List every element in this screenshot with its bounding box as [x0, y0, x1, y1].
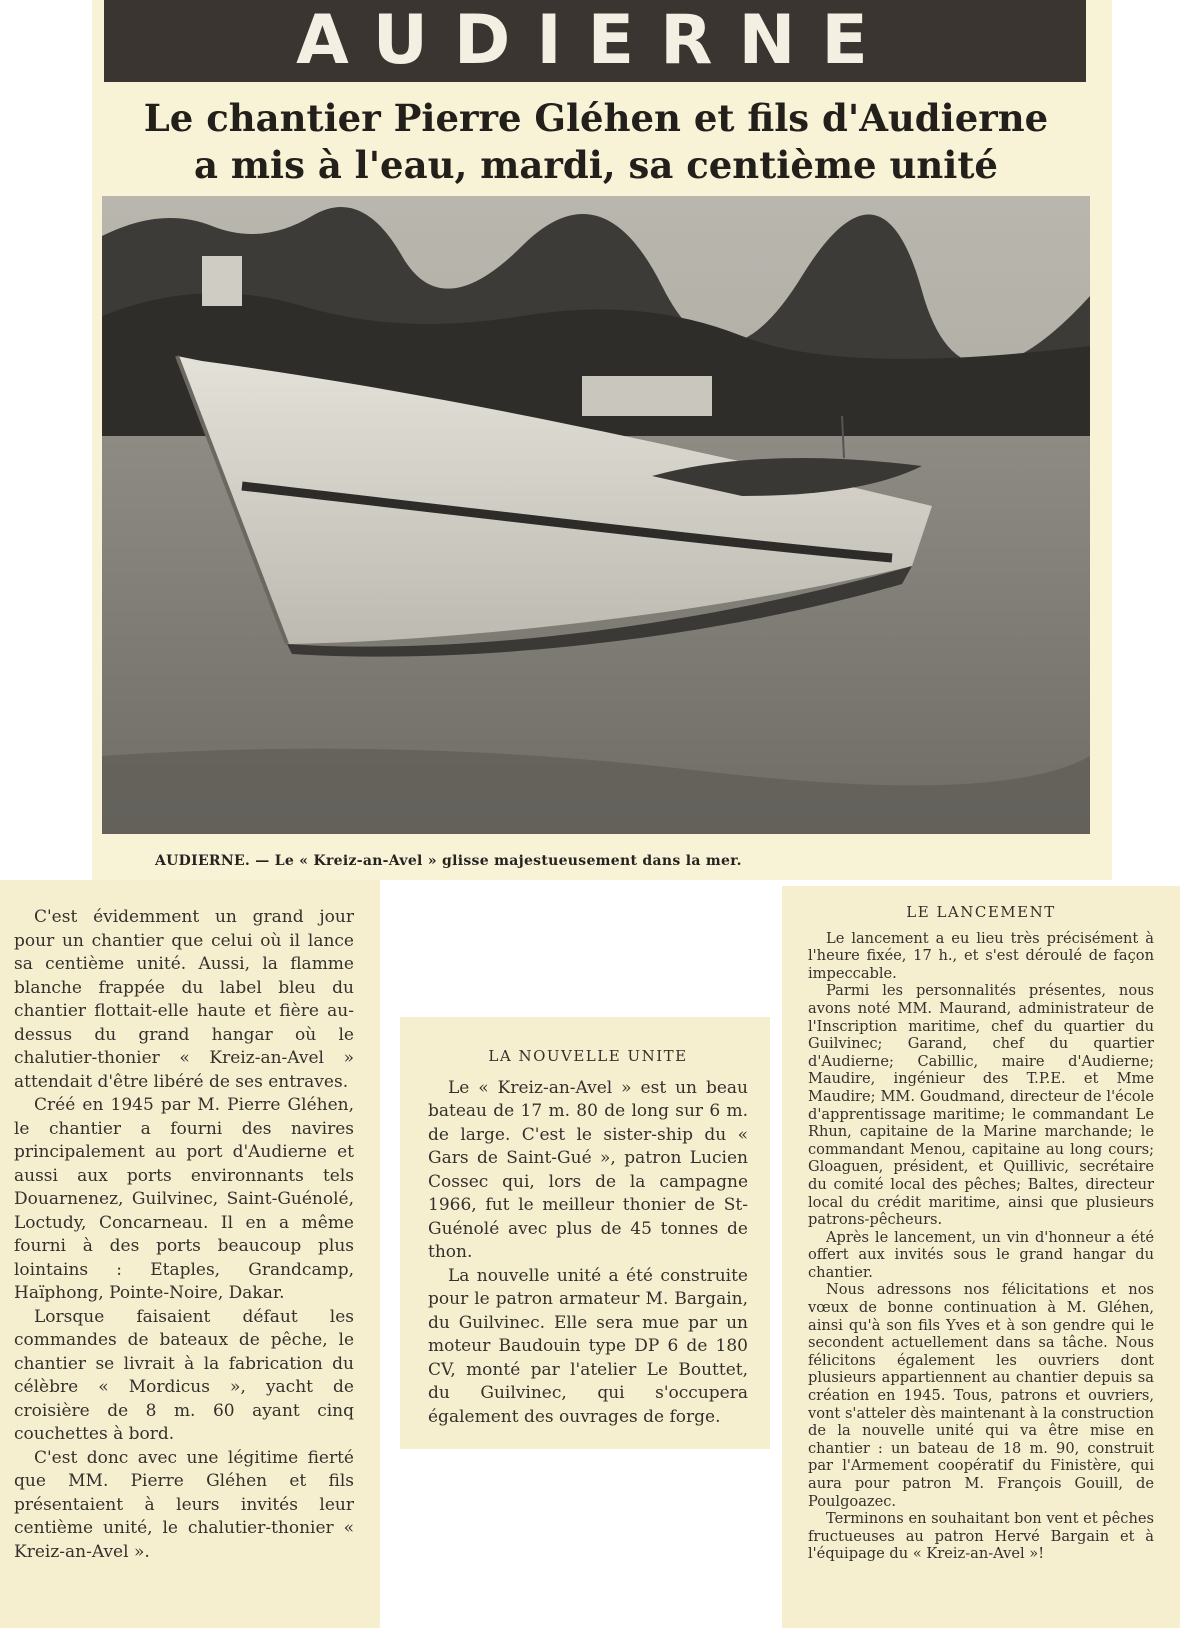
article-column-1 [0, 880, 380, 1628]
headline-line-2: a mis à l'eau, mardi, sa centième unité [194, 143, 998, 187]
paragraph: Lorsque faisaient défaut les commandes de bateaux de pêche, le chantier se livrait à la fabrication du célèbre « Mordicus », yacht de croisière de 8 m. 60 ayant cinq couchettes à bord. [14, 1306, 354, 1444]
masthead-title: AUDIERNE [296, 1, 894, 80]
article-column-3 [782, 886, 1180, 1628]
paragraph: C'est donc avec une légitime fierté que MM. Pierre Gléhen et fils présentaient à leurs invités leur centième unité, le chalutier-thonier « Kreiz-an-Avel ». [14, 1447, 354, 1562]
paragraph: Le lancement a eu lieu très précisément à l'heure fixée, 17 h., et s'est déroulé de façon impeccable. [808, 929, 1154, 982]
section-heading-nouvelle-unite: LA NOUVELLE UNITE [488, 1047, 688, 1065]
article-headline [96, 95, 1096, 189]
headline-line-1: Le chantier Pierre Gléhen et fils d'Audierne [143, 96, 1049, 140]
paragraph: C'est évidemment un grand jour pour un chantier que celui où il lance sa centième unité. Aussi, la flamme blanche frappée du label bleu du chantier flottait-elle haute et fière au-dessus du grand hangar où le chalutier-thonier « Kreiz-an-Avel » attendait d'être libéré de ses entraves. [14, 907, 354, 1092]
article-column-2 [400, 1017, 770, 1449]
paragraph: Nous adressons nos félicitations et nos vœux de bonne continuation à M. Gléhen, ainsi qu'à son fils Yves et à son gendre qui le secondent actuellement dans sa tâche. Nous félicitons également les ouvriers dont plusieurs appartiennent au chantier depuis sa création en 1945. Tous, patrons et ouvriers, vont s'atteler dès maintenant à la construction de la nouvelle unité qui va être mise en chantier : un bateau de 18 m. 90, construit par l'Armement coopératif du Finistère, qui aura pour patron M. François Gouill, de Poulgoazec. [808, 1281, 1154, 1510]
paragraph: Après le lancement, un vin d'honneur a été offert aux invités sous le grand hangar du chantier. [808, 1228, 1154, 1281]
masthead-banner [104, 0, 1086, 82]
boat-photo-illustration [102, 196, 1090, 834]
paragraph: La nouvelle unité a été construite pour le patron armateur M. Bargain, du Guilvinec. Elle sera mue par un moteur Baudouin type DP 6 de 180 CV, monté par l'atelier Le Bouttet, du Guilvinec, qui s'occupera également des ouvrages de forge. [428, 1265, 748, 1427]
photo-caption: AUDIERNE. — Le « Kreiz-an-Avel » glisse majestueusement dans la mer. [155, 853, 742, 869]
paragraph: Le « Kreiz-an-Avel » est un beau bateau de 17 m. 80 de long sur 6 m. de large. C'est le sister-ship du « Gars de Saint-Gué », patron Lucien Cossec qui, lors de la campagne 1966, fut le meilleur thonier de St-Guénolé avec plus de 45 tonnes de thon. [428, 1077, 748, 1262]
boat-launch-photo [102, 196, 1090, 834]
paragraph: Créé en 1945 par M. Pierre Gléhen, le chantier a fourni des navires principalement au port d'Audierne et aussi aux ports environnants tels Douarnenez, Guilvinec, Saint-Guénolé, Loctudy, Concarneau. Il en a même fourni à des ports beaucoup plus lointains : Etaples, Grandcamp, Haïphong, Pointe-Noire, Dakar. [14, 1095, 354, 1303]
paragraph: Parmi les personnalités présentes, nous avons noté MM. Maurand, administrateur de l'Inscription maritime, chef du quartier du Guilvinec; Garand, chef du quartier d'Audierne; Cabillic, maire d'Audierne; Maudire, ingénieur des T.P.E. et Mme Maudire; MM. Goudmand, directeur de l'école d'apprentissage maritime; le commandant Le Rhun, capitaine de la Marine marchande; le commandant Menou, capitaine au long cours; Gloaguen, président, et Quillivic, secrétaire du comité local des pêches; Baltes, directeur local du crédit maritime, ainsi que plusieurs patrons-pêcheurs. [808, 982, 1154, 1229]
paragraph: Terminons en souhaitant bon vent et pêches fructueuses au patron Hervé Bargain et à l'équipage du « Kreiz-an-Avel »! [808, 1510, 1154, 1563]
section-heading-lancement: LE LANCEMENT [906, 903, 1056, 921]
